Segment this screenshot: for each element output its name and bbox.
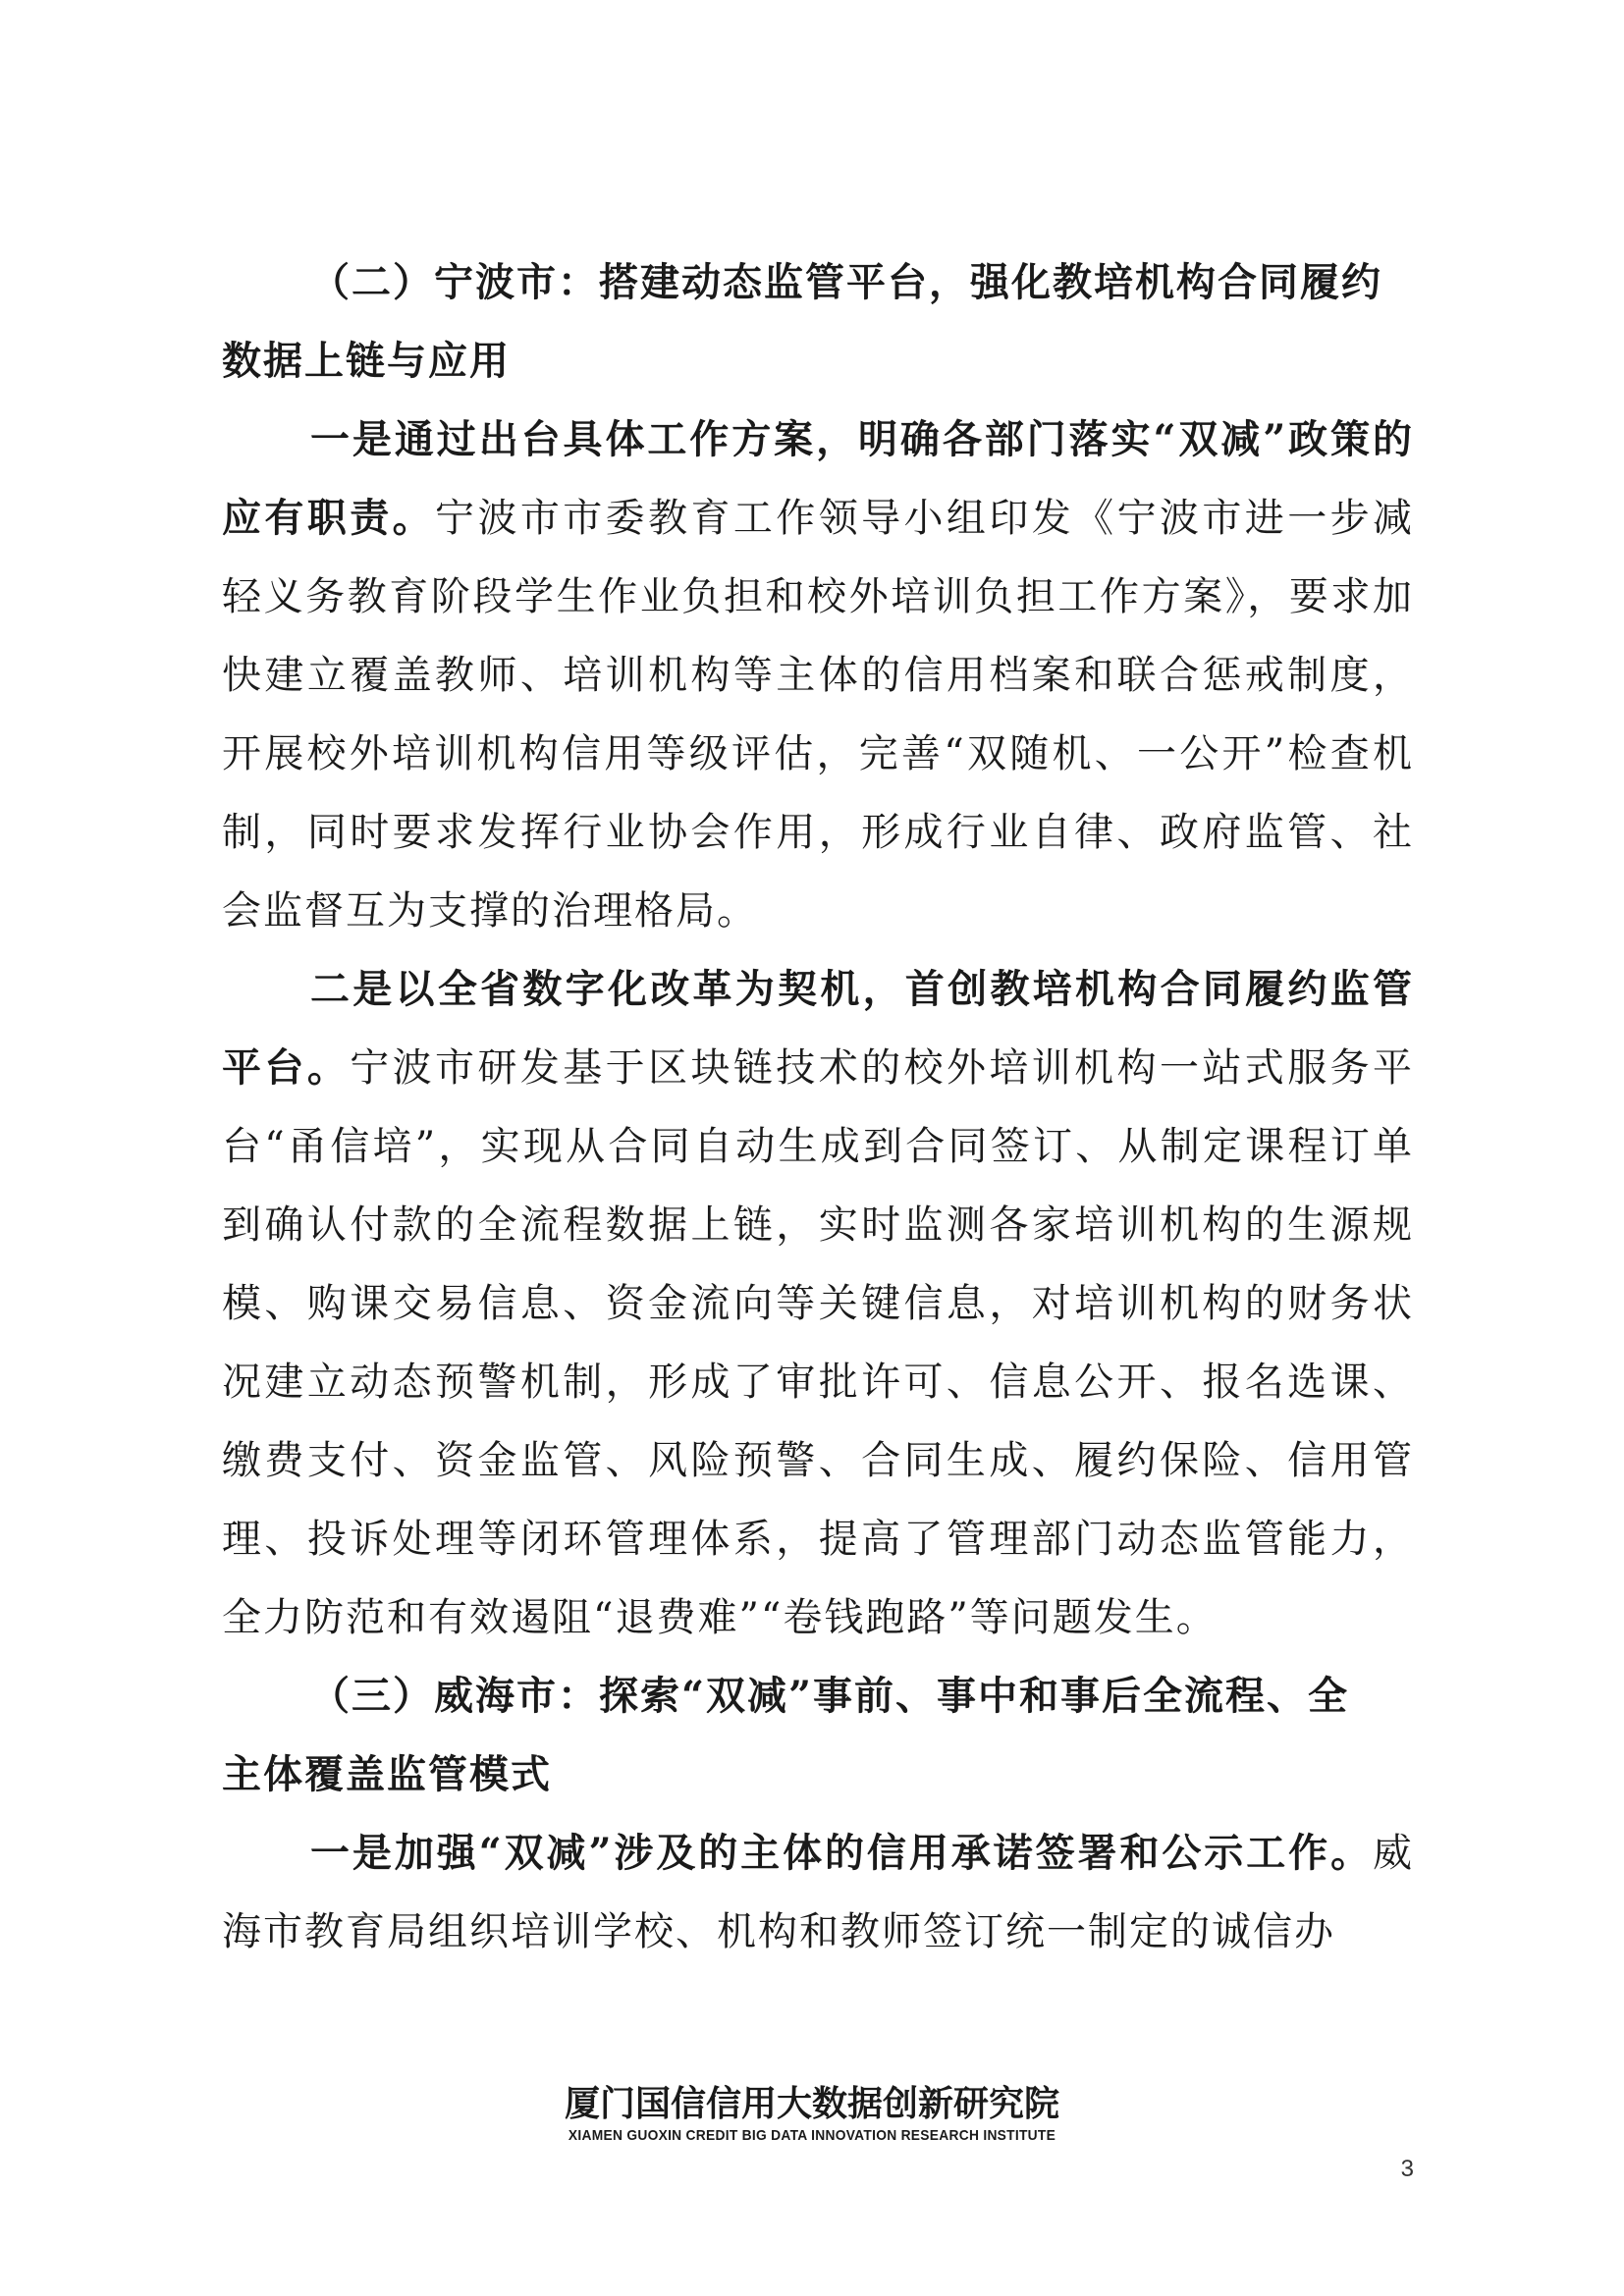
paragraph-ningbo-point2-body: 宁波市研发基于区块链技术的校外培训机构一站式服务平台“甬信培”，实现从合同自动生成到合同签订、从制定课程订单到确认付款的全流程数据上链，实时监测各家培训机构的生源规模、购课交易信息、资金流向等关键信息，对培训机构的财务状况建立动态预警机制，形成了审批许可、信息公开、报名选课、缴费支付、资金监管、风险预警、合同生成、履约保险、信用管理、投诉处理等闭环管理体系，提高了管理部门动态监管能力，全力防范和有效遏阻“退费难”“卷钱跑路”等问题发生。 [222, 1045, 1415, 1640]
paragraph-weihai-point1-body: 威海市教育局组织培训学校、机构和教师签订统一制定的诚信办 [222, 1831, 1414, 1954]
paragraph-ningbo-point1-lead: 一是通过出台具体工作方案，明确各部门落实“双减”政策的应有职责。 [222, 416, 1414, 541]
paragraph-ningbo-point1 [222, 400, 1414, 950]
footer-org-name-cn: 厦门国信信用大数据创新研究院 [564, 2084, 1059, 2124]
footer-logo [0, 2083, 1624, 2146]
paragraph-weihai-point1 [222, 1814, 1414, 1971]
page-number: 3 [1400, 2156, 1414, 2182]
paragraph-ningbo-point2-lead: 二是以全省数字化改革为契机，首创教培机构合同履约监管平台。 [222, 966, 1414, 1091]
section-heading-ningbo-line2: 数据上链与应用 [222, 338, 511, 384]
document-body [222, 243, 1414, 1971]
section-heading-weihai [222, 1657, 1414, 1814]
paragraph-weihai-point1-lead: 一是加强“双减”涉及的主体的信用承诺签署和公示工作。 [310, 1830, 1373, 1876]
footer-org-name-en: XIAMEN GUOXIN CREDIT BIG DATA INNOVATION RESEARCH INSTITUTE [568, 2127, 1056, 2144]
section-heading-weihai-line1: （三）威海市：探索“双减”事前、事中和事后全流程、全 [310, 1673, 1350, 1719]
paragraph-ningbo-point1-body: 宁波市市委教育工作领导小组印发《宁波市进一步减轻义务教育阶段学生作业负担和校外培训负担工作方案》，要求加快建立覆盖教师、培训机构等主体的信用档案和联合惩戒制度，开展校外培训机构信用等级评估，完善“双随机、一公开”检查机制，同时要求发挥行业协会作用，形成行业自律、政府监管、社会监督互为支撑的治理格局。 [222, 496, 1415, 934]
section-heading-ningbo-line1: （二）宁波市：搭建动态监管平台，强化教培机构合同履约 [310, 259, 1382, 305]
paragraph-ningbo-point2 [222, 950, 1414, 1657]
section-heading-ningbo [222, 243, 1414, 400]
section-heading-weihai-line2: 主体覆盖监管模式 [222, 1751, 552, 1797]
